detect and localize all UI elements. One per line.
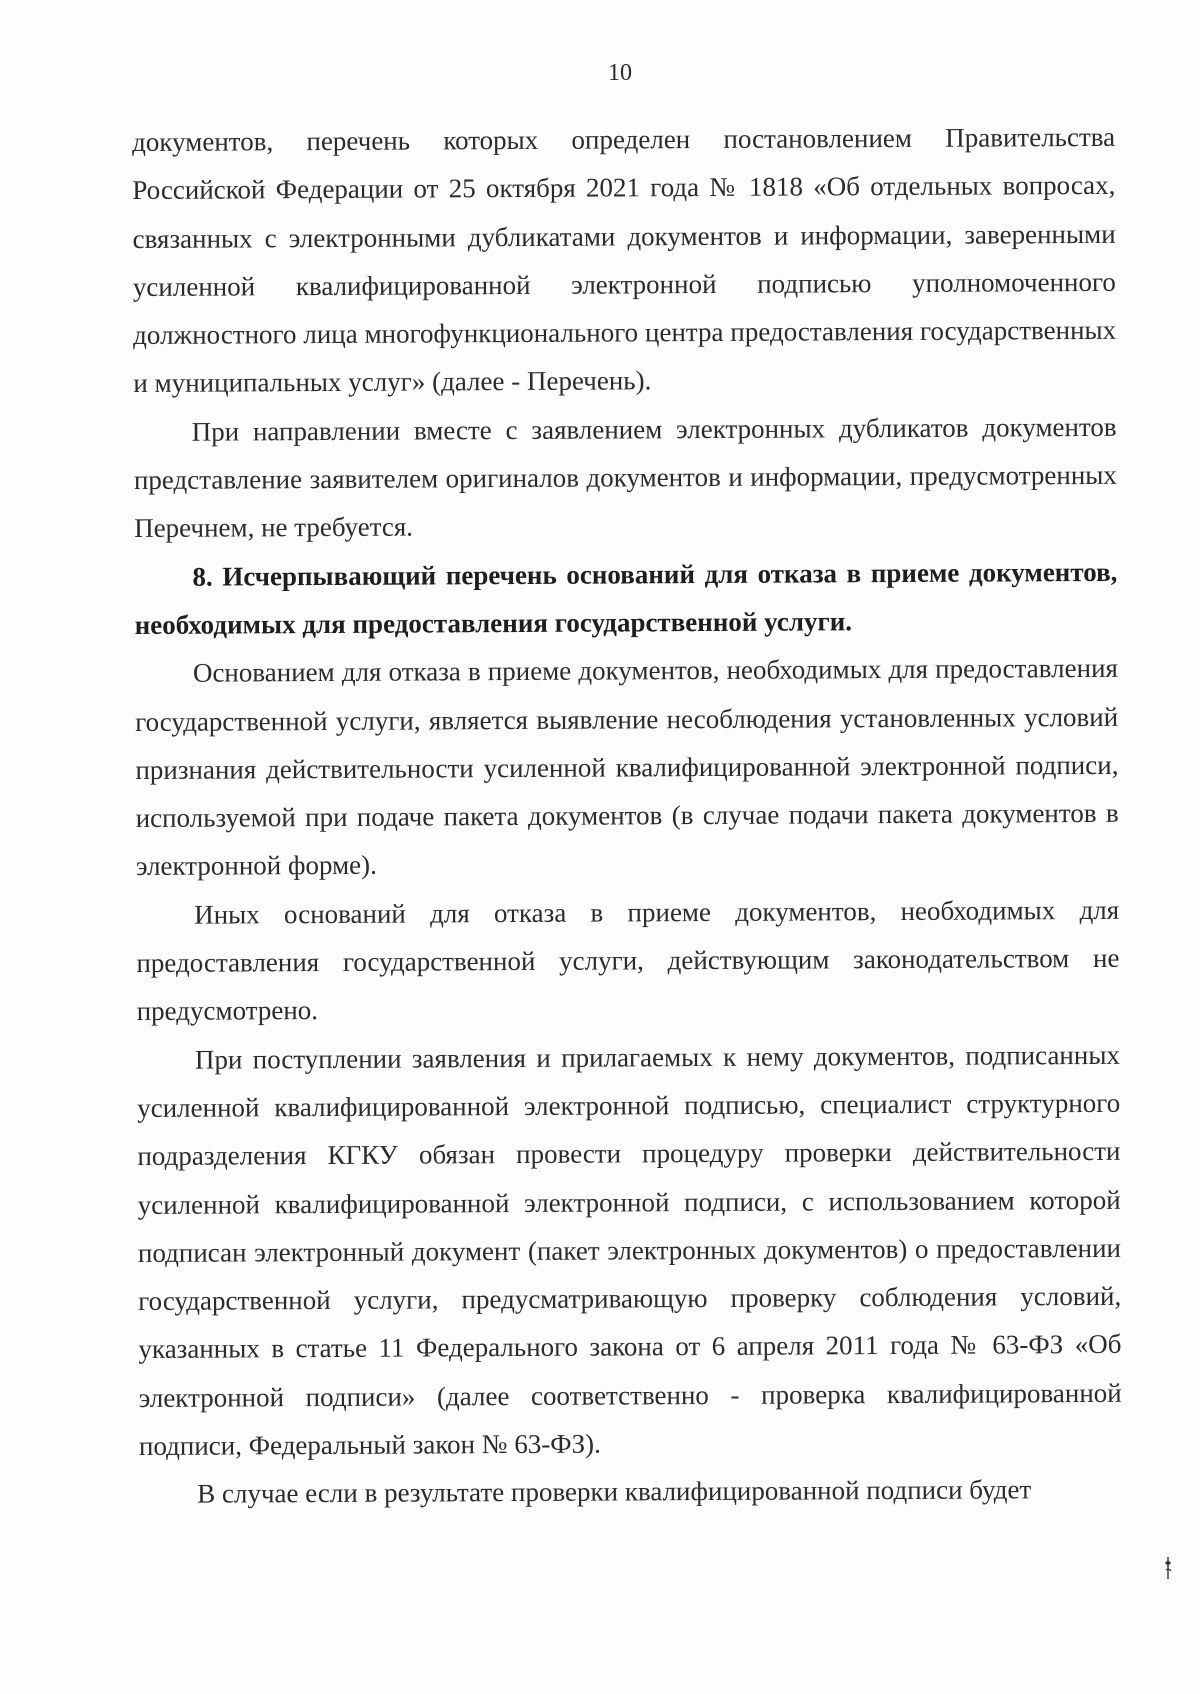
- paragraph-check-result: В случае если в результате проверки квалифицированной подписи будет: [197, 1474, 1032, 1509]
- paragraph-refusal-grounds: Основанием для отказа в приеме документов, необходимых для предоставления государственной услуги, является выявление несоблюдения установленных условий признания действительности усиленной квалифицированной электронной подписи, используемой при подаче пакета документов (в случае подачи пакета документов в электронной форме).: [135, 653, 1119, 882]
- section-heading: 8. Исчерпывающий перечень оснований для отказа в приеме документов, необходимых для предоставления государственной услуги.: [134, 556, 1118, 640]
- document-body: [132, 113, 1122, 1519]
- paragraph-no-other-grounds: Иных оснований для отказа в приеме документов, необходимых для предоставления государственной услуги, действующим законодательством не предусмотрено.: [136, 894, 1120, 1027]
- paragraph-continuation: документов, перечень которых определен постановлением Правительства Российской Федерации от 25 октября 2021 года № 1818 «Об отдельных вопросах, связанных с электронными дубликатами документов и информации, заверенными усиленной квалифицированной электронной подписью уполномоченного должностного лица многофункционального центра предоставления государственных и муниципальных услуг» (далее - Перечень).: [132, 121, 1117, 399]
- page-number: 10: [608, 60, 632, 86]
- paragraph-signature-check: При поступлении заявления и прилагаемых к нему документов, подписанных усиленной квалифицированной электронной подписью, специалист структурного подразделения КГКУ обязан провести процедуру проверки действительности усиленной квалифицированной электронной подписи, с использованием которой подписан электронный документ (пакет электронных документов) о предоставлении государственной услуги, предусматривающую проверку соблюдения условий, указанных в статье 11 Федерального закона от 6 апреля 2011 года № 63-ФЗ «Об электронной подписи» (далее соответственно - проверка квалифицированной подписи, Федеральный закон № 63-ФЗ).: [137, 1039, 1122, 1461]
- scan-mark-icon: [1163, 1555, 1173, 1581]
- paragraph-duplicates: При направлении вместе с заявлением электронных дубликатов документов представление заявителем оригиналов документов и информации, предусмотренных Перечнем, не требуется.: [133, 411, 1117, 544]
